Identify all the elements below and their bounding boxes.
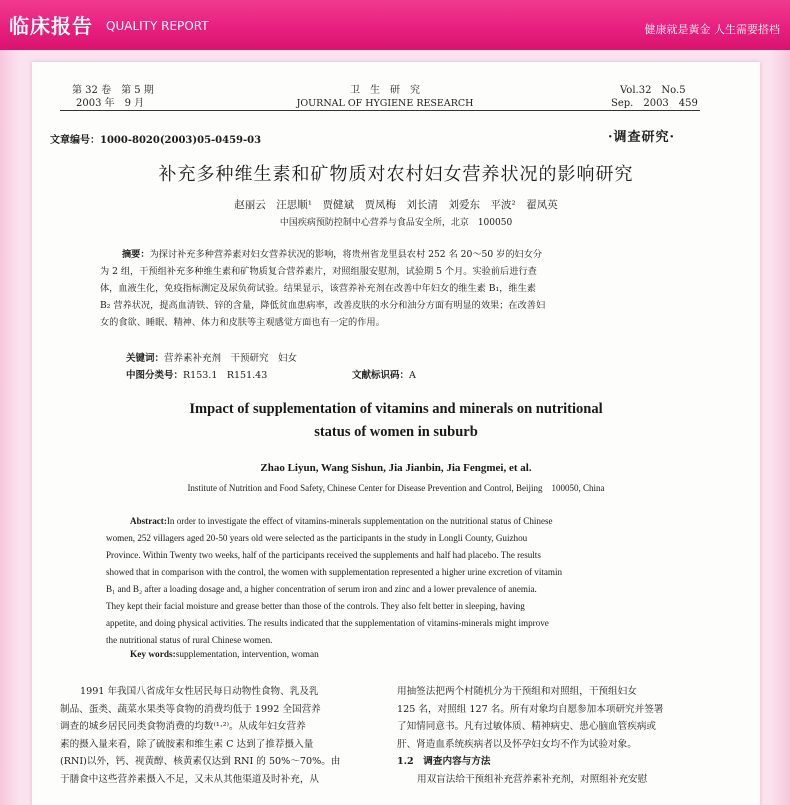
en-abstract-line-7: appetite, and doing physical activities. The results indicated that the supplementation of vitamins-minerals might improve [106, 618, 549, 628]
body-right-line-4: 肝、肾造血系统疾病者以及怀孕妇女均不作为试验对象。 [397, 738, 637, 750]
body-left-line-5: (RNI)以外，钙、视黄醇、核黄素仅达到 RNI 的 50%～70%。由 [60, 756, 341, 768]
journal-name-en: JOURNAL OF HYGIENE RESEARCH [296, 98, 474, 109]
en-abstract-line-5: B₁ and B₂ after a loading dosage and, a higher concentration of serum iron and zinc and a lower prevalence of anemia. [106, 584, 537, 594]
cn-abstract-label: 摘要： [122, 249, 150, 260]
journal-date-cn: 2003 年 9 月 [76, 98, 145, 109]
body-right-column [397, 683, 715, 789]
body-left-line-6: 于膳食中这些营养素摄入不足，又未从其他渠道及时补充，从 [60, 773, 320, 785]
banner-slogan: 健康就是黃金 人生需要搭档 [644, 23, 780, 36]
body-right-line-1: 用抽签法把两个村随机分为干预组和对照组，干预组妇女 [397, 686, 637, 697]
en-keywords [130, 650, 319, 660]
en-title-line-1: Impact of supplementation of vitamins and minerals on nutritional [189, 401, 603, 417]
en-abstract-line-6: They kept their facial moisture and grease better than those of the controls. They also felt better in sleeping, having [106, 601, 525, 611]
cn-abstract-line-2: 为 2 组，干预组补充多种维生素和矿物质复合营养素片，对照组服安慰剂，试验期 5 个月。实验前后进行查 [100, 266, 537, 277]
body-right-line-5: 用双盲法给干预组补充营养素补充剂，对照组补充安慰 [417, 773, 648, 785]
cn-clc-value: R153.1 R151.43 [183, 370, 268, 381]
en-title-line-2: status of women in suburb [314, 424, 478, 440]
cn-authors: 赵丽云 汪思顺¹ 贾健斌 贾凤梅 刘长清 刘爱东 平波² 翟凤英 [234, 199, 558, 211]
body-left-line-4: 素的摄入量来看，除了硫胺素和维生素 C 达到了推荐摄入量 [60, 738, 314, 750]
section-tag: ·调查研究· [608, 130, 676, 145]
cn-doc-code-value: A [409, 370, 416, 381]
cn-abstract [100, 246, 700, 331]
en-keywords-label: Key words: [130, 650, 176, 660]
en-abstract-line-4: showed that in comparison with the control, the women with supplementation represented a higher urine excretion of vitamin [106, 567, 563, 577]
journal-name-cn: 卫 生 研 究 [350, 85, 420, 96]
cn-affiliation: 中国疾病预防控制中心营养与食品安全所，北京 100050 [279, 218, 513, 228]
cn-doc-code-label: 文献标识码： [352, 370, 410, 381]
en-affiliation: Institute of Nutrition and Food Safety, Chinese Center for Disease Prevention and Control, Beijing 100050, China [187, 483, 605, 493]
body-left-line-3: 调查的城乡居民同类食物消费的均数⁽¹·²⁾。从成年妇女营养 [60, 721, 306, 733]
journal-volume-en: Vol.32 No.5 [620, 85, 686, 96]
body-left-line-2: 制品、蛋类、蔬菜水果类等食物的消费均低于 1992 全国营养 [60, 703, 321, 715]
banner-subtitle: QUALITY REPORT [106, 19, 209, 33]
header-banner [0, 0, 790, 50]
en-abstract-line-2: women, 252 villagers aged 20-50 years old were selected as the participants in the study in Longli County, Guizhou [106, 533, 528, 543]
cn-abstract-line-1: 摘要：为探讨补充多种营养素对妇女营养状况的影响，将贵州省龙里县农村 252 名 20～50 岁的妇女分 [122, 249, 543, 260]
journal-date-page: Sep. 2003 459 [611, 98, 698, 109]
cn-keywords-value: 营养素补充剂 干预研究 妇女 [164, 353, 298, 364]
cn-abstract-line-5: 女的食欲、睡眠、精神、体力和皮肤等主观感觉方面也有一定的作用。 [100, 317, 385, 328]
en-abstract-label: Abstract: [130, 516, 167, 526]
body-right-line-2: 125 名，对照组 127 名。所有对象均自愿参加本项研究并签署 [397, 703, 664, 715]
section-heading-1-2: 1.2 调查内容与方法 [397, 756, 491, 768]
article-number: 文章编号：1000-8020(2003)05-0459-03 [50, 135, 262, 146]
journal-volume-cn: 第 32 卷 第 5 期 [72, 85, 154, 96]
body-left-line-1: 1991 年我国八省成年女性居民每日动物性食物、乳及乳 [80, 686, 319, 697]
en-abstract [106, 513, 706, 649]
en-abstract-line-3: Province. Within Twenty two weeks, half of the participants received the supplements and half had placebo. The results [106, 550, 541, 560]
en-abstract-line-8: the nutritional status of rural Chinese women. [106, 635, 273, 645]
cn-clc-label: 中图分类号： [126, 370, 184, 381]
banner-title: 临床报告 [9, 14, 93, 38]
cn-abstract-line-4: B₂ 营养状况，提高血清铁、锌的含量，降低贫血患病率，改善皮肤的水分和油分方面有明显的效果；在改善妇 [100, 300, 546, 311]
en-abstract-line-1: Abstract:In order to investigate the effect of vitamins-minerals supplementation on the nutritional status of Chinese [130, 516, 553, 526]
cn-clc [126, 367, 267, 381]
cn-keywords [126, 350, 297, 364]
cn-abstract-line-3: 体，血液生化，免疫指标测定及尿负荷试验。结果显示，该营养补充剂在改善中年妇女的维生素 B₁，维生素 [100, 283, 536, 294]
cn-doc-code [352, 367, 416, 381]
body-left-column [60, 683, 378, 789]
en-keywords-value: supplementation, intervention, woman [175, 650, 319, 660]
en-authors: Zhao Liyun, Wang Sishun, Jia Jianbin, Jia Fengmei, et al. [260, 462, 532, 474]
header-rule [60, 110, 700, 111]
body-right-line-3: 了知情同意书。凡有过敏体质、精神病史、患心脑血管疾病或 [397, 721, 657, 733]
cn-keywords-label: 关键词： [126, 353, 165, 364]
cn-title: 补充多种维生素和矿物质对农村妇女营养状况的影响研究 [158, 164, 634, 185]
